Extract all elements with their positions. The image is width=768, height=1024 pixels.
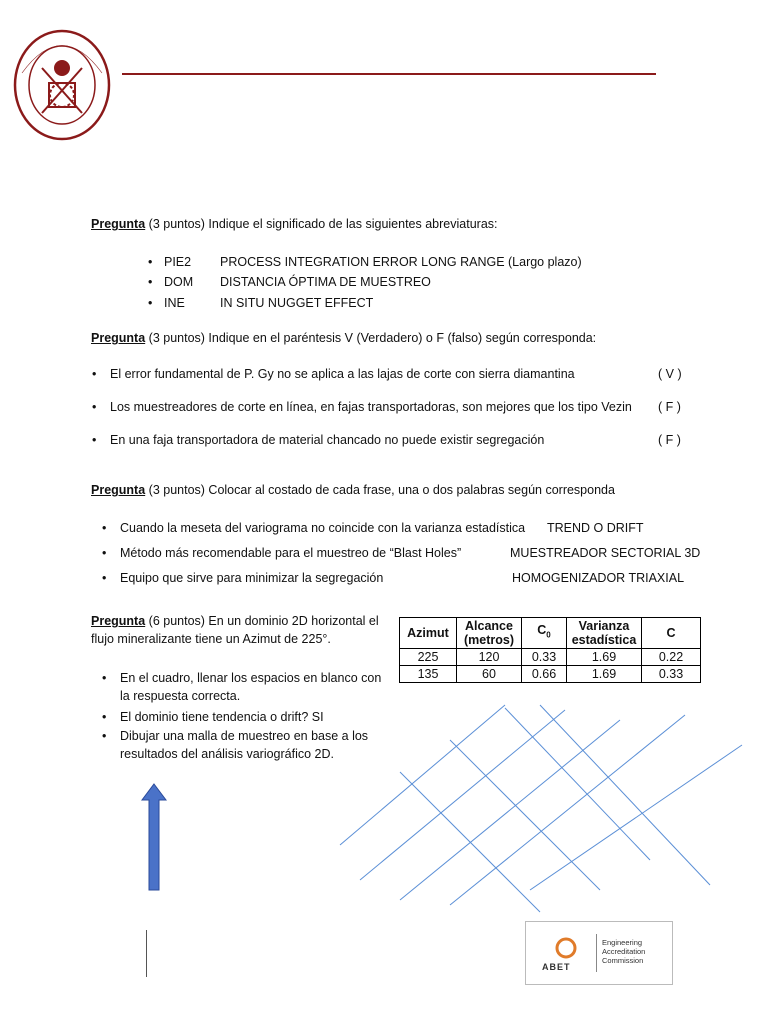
th-c0 <box>522 618 567 649</box>
th-varianza <box>567 618 642 649</box>
abbr-desc: IN SITU NUGGET EFFECT <box>220 296 374 310</box>
grid-line <box>340 705 505 845</box>
th-varianza-line2: estadística <box>571 633 637 647</box>
abet-text <box>602 938 645 965</box>
grid-line <box>530 745 742 890</box>
bullet-icon: • <box>92 367 97 381</box>
abbr-code: INE <box>164 296 185 310</box>
grid-line <box>400 772 540 912</box>
cell-varianza: 1.69 <box>567 666 642 683</box>
bullet-icon: • <box>92 433 97 447</box>
grid-line <box>450 715 685 905</box>
q2-answer: ( V ) <box>658 367 682 381</box>
q2-item-text: En una faja transportadora de material chancado no puede existir segregación <box>110 433 545 447</box>
cell-azimut: 225 <box>400 649 457 666</box>
q2-item-text: Los muestreadores de corte en línea, en fajas transportadoras, son mejores que los tipo Vezin <box>110 400 632 414</box>
q3-prompt: Colocar al costado de cada frase, una o dos palabras según corresponda <box>204 483 615 497</box>
q3-item-text: Método más recomendable para el muestreo de “Blast Holes” <box>120 546 462 560</box>
table-row <box>400 649 701 666</box>
th-azimut: Azimut <box>400 618 457 649</box>
th-alcance <box>457 618 522 649</box>
q4-item-line1: Dibujar una malla de muestreo en base a los <box>120 729 369 743</box>
q4-prompt-line2: flujo mineralizante tiene un Azimut de 225°. <box>91 632 331 646</box>
cell-alcance: 60 <box>457 666 522 683</box>
cell-c0: 0.33 <box>522 649 567 666</box>
th-c0-sub: 0 <box>546 630 551 640</box>
abet-line3: Commission <box>602 956 644 965</box>
q3-item <box>102 521 542 537</box>
vertical-divider <box>146 930 147 977</box>
q1-item <box>148 296 598 312</box>
q4-item-line1: El dominio tiene tendencia o drift? SI <box>120 710 324 724</box>
table-header-row <box>400 618 701 649</box>
bullet-icon: • <box>92 400 97 414</box>
q3-item-text: Equipo que sirve para minimizar la segregación <box>120 571 384 585</box>
bullet-icon: • <box>102 571 107 585</box>
th-c: C <box>642 618 701 649</box>
abet-badge <box>525 921 673 985</box>
bullet-icon: • <box>102 671 107 685</box>
cell-azimut: 135 <box>400 666 457 683</box>
bullet-icon: • <box>102 729 107 743</box>
q2-label: Pregunta <box>91 331 146 345</box>
cell-c: 0.22 <box>642 649 701 666</box>
q4-label: Pregunta <box>91 614 146 628</box>
bullet-icon: • <box>148 275 153 289</box>
q2-answer: ( F ) <box>658 400 681 414</box>
q3-label: Pregunta <box>91 483 146 497</box>
bullet-icon: • <box>148 255 153 269</box>
north-arrow-icon <box>140 782 168 892</box>
bullet-icon: • <box>102 521 107 535</box>
abbr-code: PIE2 <box>164 255 192 269</box>
abet-separator <box>596 934 597 972</box>
th-varianza-line1: Varianza <box>578 619 630 633</box>
th-alcance-line1: Alcance <box>465 619 513 633</box>
q3-item <box>102 571 502 587</box>
abbr-desc: DISTANCIA ÓPTIMA DE MUESTREO <box>220 275 431 289</box>
table-row <box>400 666 701 683</box>
q4-item-line2: la respuesta correcta. <box>120 689 241 703</box>
abbr-code: DOM <box>164 275 194 289</box>
q1-prompt: Indique el significado de las siguientes abreviaturas: <box>204 217 498 231</box>
q1-points: (3 puntos) <box>145 217 205 231</box>
bullet-icon: • <box>102 546 107 560</box>
q2-points: (3 puntos) <box>145 331 205 345</box>
bullet-icon: • <box>148 296 153 310</box>
grid-line <box>400 720 620 900</box>
q2-title <box>91 331 596 345</box>
q3-answer: TREND O DRIFT <box>547 521 644 535</box>
cell-c0: 0.66 <box>522 666 567 683</box>
q1-item <box>148 275 598 291</box>
q2-answer: ( F ) <box>658 433 681 447</box>
q4-item-line2: resultados del análisis variográfico 2D. <box>120 747 334 761</box>
q1-item <box>148 255 598 271</box>
cell-c: 0.33 <box>642 666 701 683</box>
grid-line <box>505 708 650 860</box>
header-rule <box>122 73 656 75</box>
grid-line <box>540 705 710 885</box>
grid-line <box>450 740 600 890</box>
abet-line2: Accreditation <box>602 947 646 956</box>
cell-varianza: 1.69 <box>567 649 642 666</box>
q1-label: Pregunta <box>91 217 146 231</box>
q3-title <box>91 483 615 497</box>
q4-prompt-line1: En un dominio 2D horizontal el <box>204 614 379 628</box>
q2-item <box>92 433 652 449</box>
q2-item-text: El error fundamental de P. Gy no se aplica a las lajas de corte con sierra diamantina <box>110 367 575 381</box>
q2-item <box>92 367 652 383</box>
q1-title <box>91 217 498 231</box>
bullet-icon: • <box>102 710 107 724</box>
q4-item-line1: En el cuadro, llenar los espacios en blanco con <box>120 671 382 685</box>
q2-prompt: Indique en el paréntesis V (Verdadero) o F (falso) según corresponda: <box>204 331 597 345</box>
q4-points: (6 puntos) <box>145 614 205 628</box>
grid-line <box>360 710 565 880</box>
cell-alcance: 120 <box>457 649 522 666</box>
th-c0-main: C <box>537 623 547 638</box>
q4-title <box>91 614 379 628</box>
abet-line1: Engineering <box>602 938 643 947</box>
variogram-table <box>399 617 701 683</box>
abbr-desc: PROCESS INTEGRATION ERROR LONG RANGE (Largo plazo) <box>220 255 582 269</box>
university-seal-logo <box>12 28 112 142</box>
q3-points: (3 puntos) <box>145 483 205 497</box>
q3-item <box>102 546 502 562</box>
abet-word: ABET <box>542 962 571 972</box>
th-alcance-line2: (metros) <box>463 633 514 647</box>
q2-item <box>92 400 652 416</box>
q3-answer: MUESTREADOR SECTORIAL 3D <box>510 546 701 560</box>
q3-item-text: Cuando la meseta del variograma no coincide con la varianza estadística <box>120 521 526 535</box>
q3-answer: HOMOGENIZADOR TRIAXIAL <box>512 571 685 585</box>
sampling-grid-drawing <box>330 700 750 920</box>
